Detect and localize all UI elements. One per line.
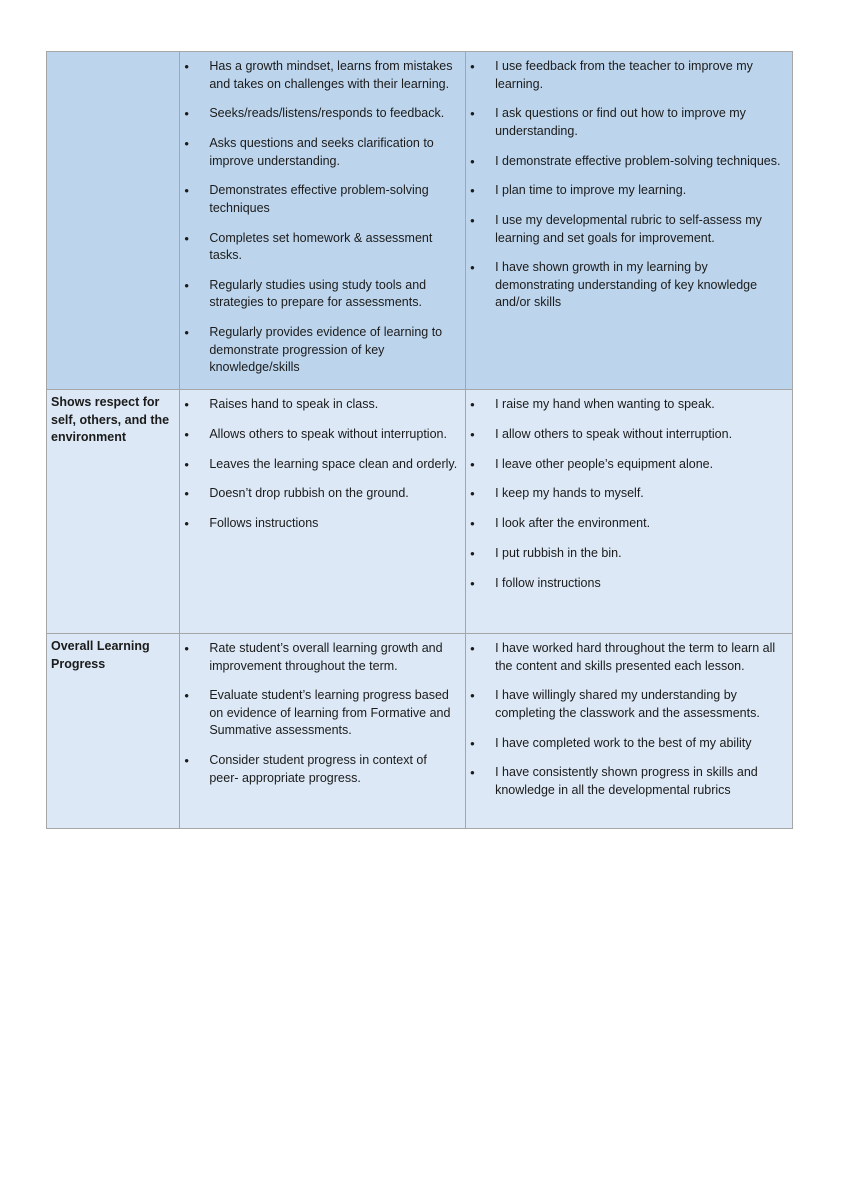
- teacher-indicators-cell: [180, 52, 466, 390]
- student-statement-list: [466, 634, 792, 799]
- student-statement: • I have shown growth in my learning by demonstrating understanding of key knowledge and/or skills: [466, 259, 786, 312]
- student-statement: • I allow others to speak without interruption.: [466, 426, 786, 444]
- criteria-cell: [47, 390, 180, 634]
- rubric-row-overall: [47, 634, 793, 829]
- criteria-cell: [47, 634, 180, 829]
- teacher-indicator: • Doesn’t drop rubbish on the ground.: [180, 485, 459, 503]
- rubric-row-growth: [47, 52, 793, 390]
- teacher-indicator: • Raises hand to speak in class.: [180, 396, 459, 414]
- rubric-row-respect: [47, 390, 793, 634]
- student-statements-cell: [466, 634, 793, 829]
- teacher-indicators-cell: [180, 634, 466, 829]
- teacher-indicator: • Regularly provides evidence of learning to demonstrate progression of key knowledge/skills: [180, 324, 459, 377]
- student-statement: • I raise my hand when wanting to speak.: [466, 396, 786, 414]
- teacher-indicator-list: [180, 390, 465, 533]
- student-statement: • I have consistently shown progress in skills and knowledge in all the developmental rubrics: [466, 764, 786, 799]
- student-statement: • I have completed work to the best of my ability: [466, 735, 786, 753]
- student-statement-list: [466, 52, 792, 312]
- student-statement: • I use feedback from the teacher to improve my learning.: [466, 58, 786, 93]
- teacher-indicator: • Regularly studies using study tools and strategies to prepare for assessments.: [180, 277, 459, 312]
- criteria-label: [47, 52, 179, 56]
- teacher-indicator: • Rate student’s overall learning growth and improvement throughout the term.: [180, 640, 459, 675]
- teacher-indicator: • Evaluate student’s learning progress based on evidence of learning from Formative and Summative assessments.: [180, 687, 459, 740]
- student-statements-cell: [466, 390, 793, 634]
- teacher-indicator: • Follows instructions: [180, 515, 459, 533]
- teacher-indicator: • Asks questions and seeks clarification to improve understanding.: [180, 135, 459, 170]
- student-statements-cell: [466, 52, 793, 390]
- teacher-indicator: • Seeks/reads/listens/responds to feedback.: [180, 105, 459, 123]
- student-statement: • I look after the environment.: [466, 515, 786, 533]
- student-statement: • I plan time to improve my learning.: [466, 182, 786, 200]
- student-statement-list: [466, 390, 792, 592]
- student-statement: • I use my developmental rubric to self-assess my learning and set goals for improvement.: [466, 212, 786, 247]
- rubric-table: [46, 51, 793, 829]
- criteria-cell: [47, 52, 180, 390]
- student-statement: • I demonstrate effective problem-solving techniques.: [466, 153, 786, 171]
- student-statement: • I have worked hard throughout the term to learn all the content and skills presented each lesson.: [466, 640, 786, 675]
- teacher-indicator: • Allows others to speak without interruption.: [180, 426, 459, 444]
- teacher-indicators-cell: [180, 390, 466, 634]
- teacher-indicator: • Demonstrates effective problem-solving techniques: [180, 182, 459, 217]
- student-statement: • I leave other people’s equipment alone.: [466, 456, 786, 474]
- criteria-label: Shows respect for self, others, and the environment: [51, 395, 170, 445]
- teacher-indicator: • Consider student progress in context of peer- appropriate progress.: [180, 752, 459, 787]
- student-statement: • I ask questions or find out how to improve my understanding.: [466, 105, 786, 140]
- teacher-indicator: • Has a growth mindset, learns from mistakes and takes on challenges with their learning.: [180, 58, 459, 93]
- student-statement: • I follow instructions: [466, 575, 786, 593]
- student-statement: • I put rubbish in the bin.: [466, 545, 786, 563]
- student-statement: • I have willingly shared my understanding by completing the classwork and the assessments.: [466, 687, 786, 722]
- criteria-label: Overall Learning Progress: [51, 639, 150, 671]
- teacher-indicator-list: [180, 52, 465, 377]
- teacher-indicator: • Leaves the learning space clean and orderly.: [180, 456, 459, 474]
- student-statement: • I keep my hands to myself.: [466, 485, 786, 503]
- teacher-indicator: • Completes set homework & assessment tasks.: [180, 230, 459, 265]
- teacher-indicator-list: [180, 634, 465, 787]
